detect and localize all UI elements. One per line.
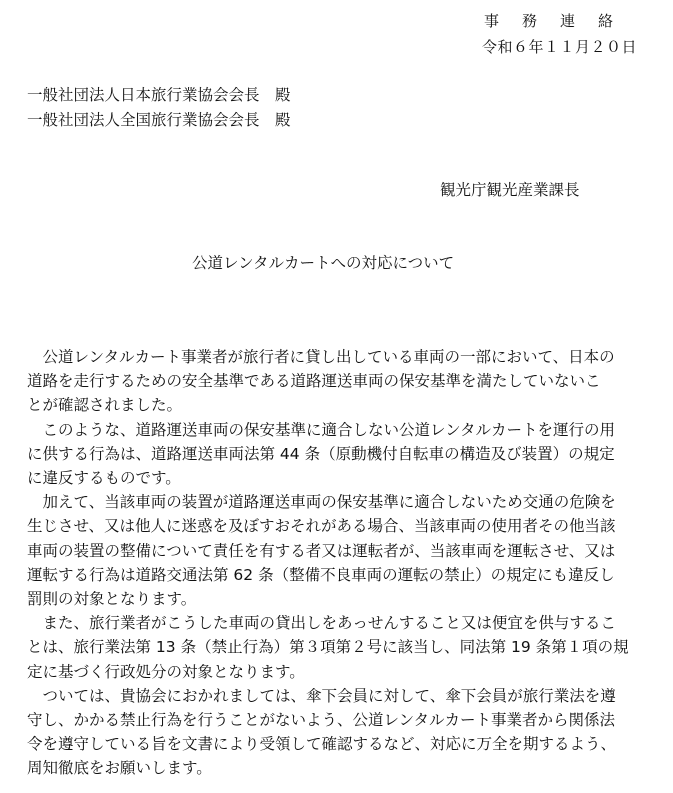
- doc-type-char: 絡: [598, 12, 614, 30]
- doc-type-char: 事: [484, 12, 500, 30]
- paragraph-1: [27, 345, 637, 418]
- body-line: 守し、かかる禁止行為を行うことがないよう、公道レンタルカート事業者から関係法: [27, 711, 615, 730]
- paragraph-3: [27, 490, 637, 611]
- body-line: このような、道路運送車両の保安基準に適合しない公道レンタルカートを運行の用: [42, 420, 615, 439]
- paragraph-4: [27, 611, 637, 684]
- body-line: 周知徹底をお願いします。: [27, 759, 212, 778]
- body-line: 罰則の対象となります。: [27, 590, 197, 609]
- body-line: 定に基づく行政処分の対象となります。: [27, 662, 305, 681]
- body-line: に供する行為は、道路運送車両法第 44 条（原動機付自転車の構造及び装置）の規定: [27, 444, 615, 463]
- body-line: 車両の装置の整備について責任を有する者又は運転者が、当該車両を運転させ、又は: [27, 541, 616, 560]
- paragraph-2: [27, 418, 637, 491]
- body-line: 公道レンタルカート事業者が旅行者に貸し出している車両の一部において、日本の: [42, 348, 615, 366]
- paragraph-5: [27, 684, 637, 781]
- sender: 観光庁観光産業課長: [440, 181, 580, 199]
- document-subject: 公道レンタルカートへの対応について: [192, 254, 455, 272]
- document-type-heading: [484, 11, 613, 31]
- addressee-2: 一般社団法人全国旅行業協会会長 殿: [27, 111, 291, 129]
- doc-type-char: 務: [522, 12, 538, 30]
- body-line: に違反するものです。: [27, 469, 181, 488]
- addressee-1: 一般社団法人日本旅行業協会会長 殿: [27, 86, 291, 104]
- body-line: ついては、貴協会におかれましては、傘下会員に対して、傘下会員が旅行業法を遵: [42, 686, 616, 705]
- body-line: とは、旅行業法第 13 条（禁止行為）第３項第２号に該当し、同法第 19 条第１項の規: [27, 638, 629, 657]
- body-line: 運転する行為は道路交通法第 62 条（整備不良車両の運転の禁止）の規定にも違反し: [27, 565, 615, 584]
- document-date: 令和６年１１月２０日: [482, 38, 638, 56]
- doc-type-char: 連: [560, 12, 576, 30]
- body-line: 加えて、当該車両の装置が道路運送車両の保安基準に適合しないため交通の危険を: [42, 493, 616, 512]
- body-line: 道路を走行するための安全基準である道路運送車両の保安基準を満たしていないこ: [27, 372, 601, 391]
- document-body: [27, 345, 637, 781]
- body-line: 令を遵守している旨を文書により受領して確認するなど、対応に万全を期するよう、: [27, 735, 617, 754]
- body-line: とが確認されました。: [27, 396, 183, 415]
- body-line: 生じさせ、又は他人に迷惑を及ぼすおそれがある場合、当該車両の使用者その他当該: [27, 517, 616, 536]
- body-line: また、旅行業者がこうした車両の貸出しをあっせんすること又は便宜を供与するこ: [42, 614, 616, 633]
